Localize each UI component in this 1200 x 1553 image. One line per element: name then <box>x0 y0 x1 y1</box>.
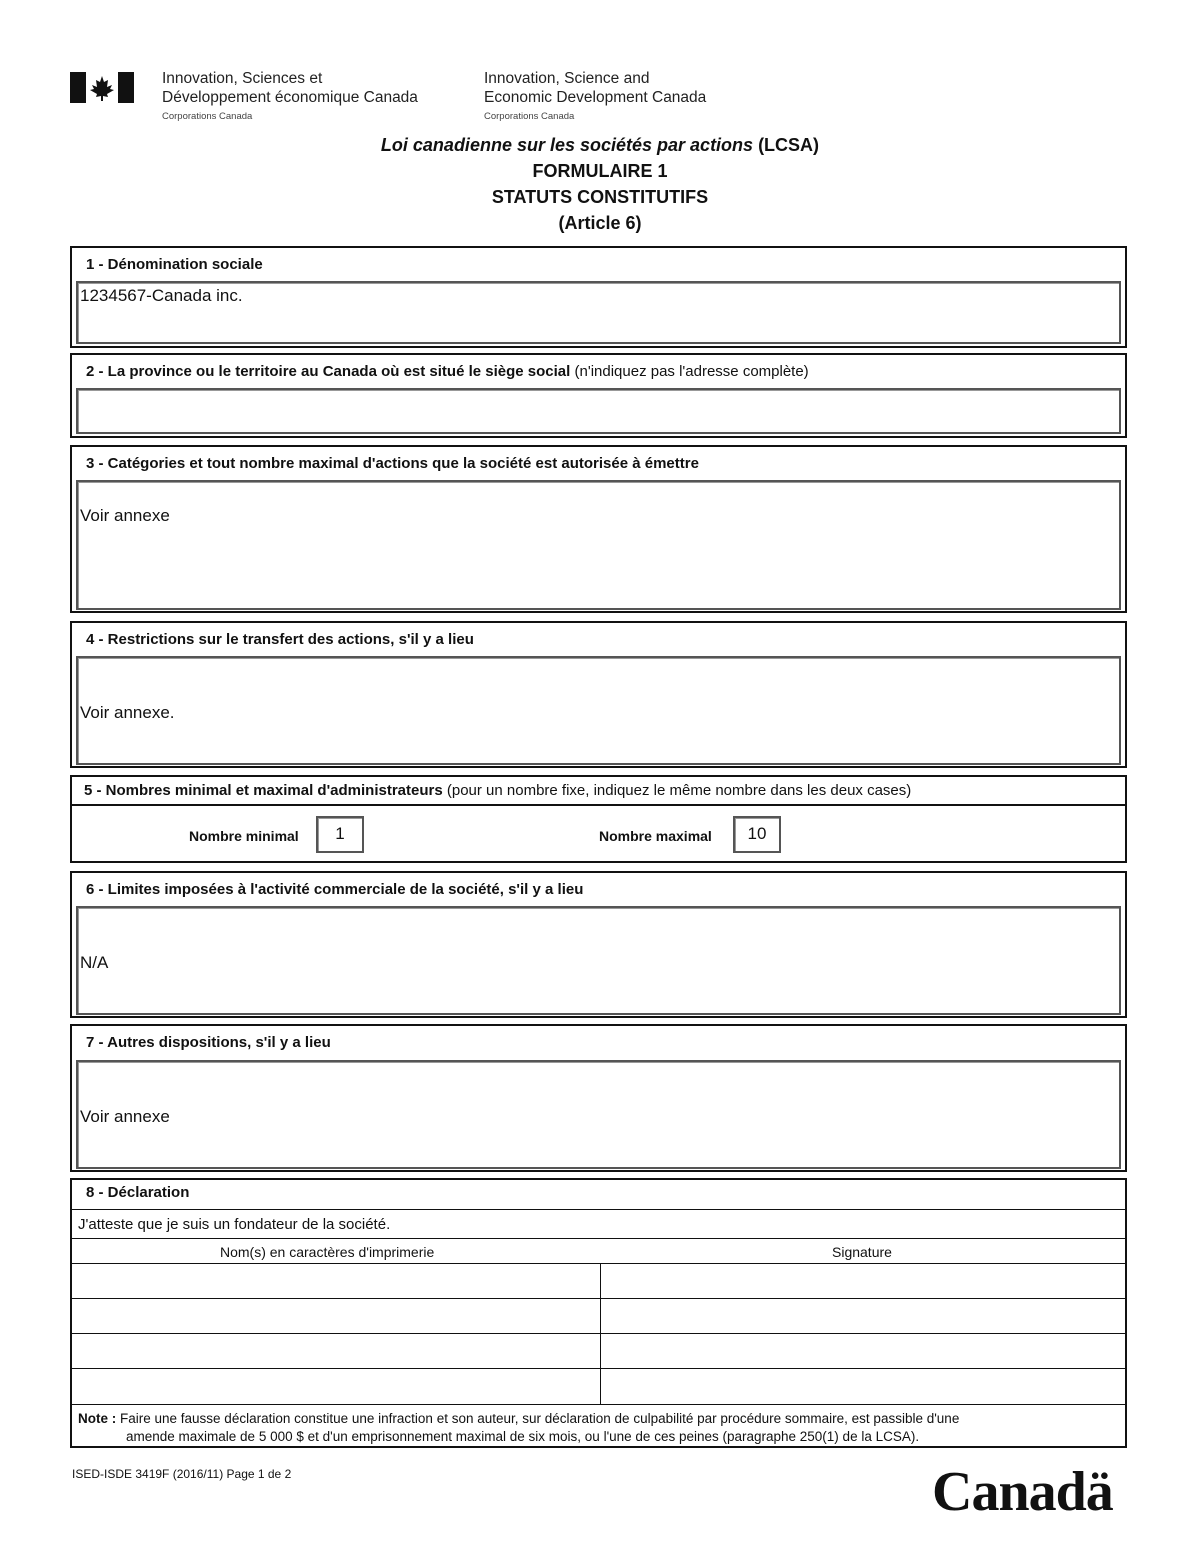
act-name: Loi canadienne sur les sociétés par actions <box>380 135 754 155</box>
department-en-line1: Innovation, Science and <box>484 70 650 87</box>
founder-name-input-2[interactable] <box>74 1301 596 1331</box>
attestation-text: J'atteste que je suis un fondateur de la société. <box>78 1216 391 1233</box>
note-label: Note : <box>78 1411 117 1426</box>
department-fr <box>162 69 418 126</box>
share-classes-value: Voir annexe <box>80 506 170 525</box>
table-row-line <box>72 1404 1125 1405</box>
department-en-sub: Corporations Canada <box>484 111 575 122</box>
section-5-divider <box>72 804 1125 806</box>
transfer-restrictions-value: Voir annexe. <box>80 703 175 722</box>
table-row-line <box>72 1368 1125 1369</box>
section-8-divider <box>72 1209 1125 1210</box>
department-en-line2: Economic Development Canada <box>484 89 707 106</box>
note-line-1: Faire une fausse déclaration constitue une infraction et son auteur, sur déclaration de culpabilité par procédure sommaire, est passible d'une <box>116 1411 960 1426</box>
table-row-line <box>72 1263 1125 1264</box>
department-fr-sub: Corporations Canada <box>162 111 253 122</box>
section-6-business-restrictions <box>70 871 1127 1018</box>
share-classes-field[interactable] <box>76 480 1121 610</box>
department-en <box>484 69 706 126</box>
business-restrictions-field[interactable] <box>76 906 1121 1015</box>
signature-header: Signature <box>832 1244 892 1260</box>
section-1-corporate-name <box>70 246 1127 348</box>
other-provisions-field[interactable] <box>76 1060 1121 1169</box>
founder-signature-input-2[interactable] <box>604 1301 1124 1331</box>
business-restrictions-value: N/A <box>80 953 109 972</box>
section-8-declaration <box>70 1178 1127 1448</box>
note-line-2: amende maximale de 5 000 $ et d'un emprisonnement maximal de six mois, ou l'une de ces peines (paragraphe 250(1) de la LCSA). <box>126 1429 920 1444</box>
corporate-name-field[interactable] <box>76 281 1121 344</box>
section-4-transfer-restrictions <box>70 621 1127 768</box>
act-title <box>0 132 1200 158</box>
province-field[interactable] <box>76 388 1121 434</box>
other-provisions-value: Voir annexe <box>80 1107 170 1126</box>
act-abbrev: (LCSA) <box>753 135 820 155</box>
canada-flag-icon <box>70 72 134 103</box>
form-number: FORMULAIRE 1 <box>532 161 668 181</box>
founder-signature-input-1[interactable] <box>604 1266 1124 1296</box>
section-5-label: 5 - Nombres minimal et maximal d'administrateurs (pour un nombre fixe, indiquez le même nombre dans les deux cases) <box>84 782 912 799</box>
transfer-restrictions-field[interactable] <box>76 656 1121 765</box>
corporate-name-value: 1234567-Canada inc. <box>80 286 243 305</box>
canada-wordmark-logo: Canadä <box>932 1461 1113 1523</box>
min-directors-input[interactable]: 1 <box>316 816 364 853</box>
table-column-divider <box>600 1263 601 1404</box>
section-7-label: 7 - Autres dispositions, s'il y a lieu <box>86 1034 331 1051</box>
table-row-line <box>72 1333 1125 1334</box>
section-2-province <box>70 353 1127 438</box>
department-fr-line1: Innovation, Sciences et <box>162 70 323 87</box>
form-name: STATUTS CONSTITUTIFS <box>491 187 709 207</box>
section-3-label: 3 - Catégories et tout nombre maximal d'actions que la société est autorisée à émettre <box>86 455 699 472</box>
printed-names-header: Nom(s) en caractères d'imprimerie <box>220 1244 435 1260</box>
founder-signature-input-3[interactable] <box>604 1336 1124 1366</box>
section-6-label: 6 - Limites imposées à l'activité commerciale de la société, s'il y a lieu <box>86 881 584 898</box>
section-5-directors <box>70 775 1127 863</box>
section-2-label: 2 - La province ou le territoire au Canada où est situé le siège social (n'indiquez pas l'adresse complète) <box>86 363 809 380</box>
section-7-other-provisions <box>70 1024 1127 1172</box>
legal-note <box>78 1410 1118 1446</box>
max-directors-input[interactable]: 10 <box>733 816 781 853</box>
section-3-share-classes <box>70 445 1127 613</box>
section-2-hint: (n'indiquez pas l'adresse complète) <box>570 363 809 380</box>
max-directors-label: Nombre maximal <box>599 828 712 844</box>
table-row-line <box>72 1298 1125 1299</box>
form-title-block <box>0 132 1200 236</box>
department-fr-line2: Développement économique Canada <box>162 89 418 106</box>
form-code: ISED-ISDE 3419F (2016/11) Page 1 de 2 <box>72 1467 292 1481</box>
form-article: (Article 6) <box>558 213 642 233</box>
founder-name-input-4[interactable] <box>74 1371 596 1402</box>
founder-name-input-1[interactable] <box>74 1266 596 1296</box>
founder-signature-input-4[interactable] <box>604 1371 1124 1402</box>
section-5-hint: (pour un nombre fixe, indiquez le même nombre dans les deux cases) <box>442 782 912 799</box>
section-4-label: 4 - Restrictions sur le transfert des actions, s'il y a lieu <box>86 631 474 648</box>
section-1-label: 1 - Dénomination sociale <box>86 256 263 273</box>
section-8-label: 8 - Déclaration <box>86 1184 190 1201</box>
founder-name-input-3[interactable] <box>74 1336 596 1366</box>
min-directors-label: Nombre minimal <box>189 828 299 844</box>
section-8-divider <box>72 1238 1125 1239</box>
